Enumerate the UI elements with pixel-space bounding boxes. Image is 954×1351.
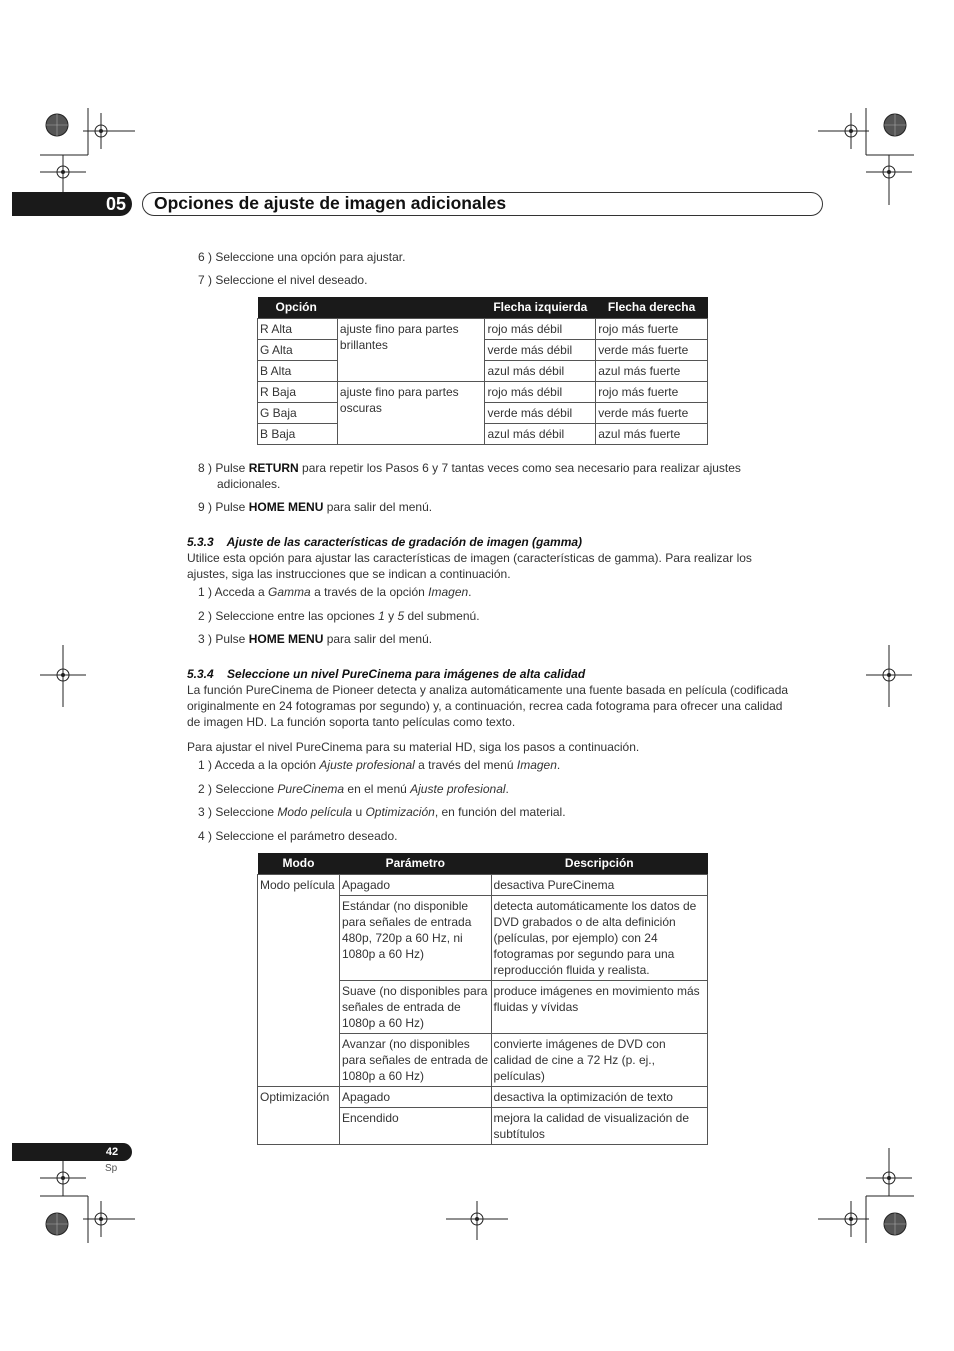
step-7: 7 ) Seleccione el nivel deseado.	[198, 273, 368, 287]
table-row	[258, 381, 708, 402]
left-cell: rojo más débil	[485, 318, 596, 339]
group-cell: ajuste fino para partes brillantes	[337, 318, 485, 381]
right-cell: azul más fuerte	[596, 423, 708, 444]
left-cell: azul más débil	[485, 423, 596, 444]
step-6: 6 ) Seleccione una opción para ajustar.	[198, 250, 406, 264]
option-cell: R Alta	[258, 318, 338, 339]
section-533-step1: 1 ) Acceda a Gamma a través de la opción Imagen.	[198, 585, 472, 599]
option-cell: B Alta	[258, 360, 338, 381]
left-cell: rojo más débil	[485, 381, 596, 402]
section-533-step2: 2 ) Seleccione entre las opciones 1 y 5 del submenú.	[198, 609, 480, 623]
section-534-line2: originalmente en 24 fotogramas por segundo) y, a continuación, recrea cada fotograma para ofrecer una calidad	[187, 699, 783, 713]
param-cell: Avanzar (no disponibles para señales de entrada de 1080p a 60 Hz)	[339, 1033, 491, 1086]
col-header-description: Descripción	[491, 853, 707, 874]
desc-cell: desactiva la optimización de texto	[491, 1086, 707, 1107]
col-header-parameter: Parámetro	[339, 853, 491, 874]
left-cell: verde más débil	[485, 402, 596, 423]
col-header-right-arrow: Flecha derecha	[596, 297, 708, 318]
right-cell: rojo más fuerte	[596, 381, 708, 402]
right-cell: azul más fuerte	[596, 360, 708, 381]
rgb-adjust-table	[257, 297, 708, 445]
right-cell: verde más fuerte	[596, 339, 708, 360]
mode-cell: Optimización	[258, 1086, 340, 1144]
section-534-step1: 1 ) Acceda a la opción Ajuste profesional a través del menú Imagen.	[198, 758, 561, 772]
option-cell: G Alta	[258, 339, 338, 360]
param-cell: Estándar (no disponible para señales de entrada 480p, 720p a 60 Hz, ni 1080p a 60 Hz)	[339, 895, 491, 980]
desc-cell: detecta automáticamente los datos de DVD grabados o de alta definición (películas, por ejemplo) con 24 fotogramas por segundo para una reproducción fluida y realista.	[491, 895, 707, 980]
col-header-mode: Modo	[258, 853, 340, 874]
param-cell: Suave (no disponibles para señales de entrada de 1080p a 60 Hz)	[339, 980, 491, 1033]
section-534-line3: de imagen HD. La función soporta tanto películas como texto.	[187, 715, 516, 729]
table-row	[258, 874, 708, 895]
section-534-line4: Para ajustar el nivel PureCinema para su material HD, siga los pasos a continuación.	[187, 740, 640, 754]
chapter-number: 05	[105, 194, 127, 214]
section-534-line1: La función PureCinema de Pioneer detecta y analiza automáticamente una fuente basada en película (codificada	[187, 683, 789, 697]
col-header-left-arrow: Flecha izquierda	[485, 297, 596, 318]
step-8-continued: adicionales.	[217, 477, 281, 491]
right-cell: rojo más fuerte	[596, 318, 708, 339]
param-cell: Encendido	[339, 1107, 491, 1144]
left-cell: verde más débil	[485, 339, 596, 360]
page-language: Sp	[105, 1163, 118, 1174]
group-cell: ajuste fino para partes oscuras	[337, 381, 485, 444]
section-533-line2: ajustes, siga las instrucciones que se indican a continuación.	[187, 567, 511, 581]
section-heading-533: 5.3.3 Ajuste de las características de gradación de imagen (gamma)	[187, 535, 583, 549]
return-key: RETURN	[248, 461, 299, 475]
section-534-step2: 2 ) Seleccione PureCinema en el menú Ajuste profesional.	[198, 782, 509, 796]
desc-cell: convierte imágenes de DVD con calidad de cine a 72 Hz (p. ej., películas)	[491, 1033, 707, 1086]
col-header-option: Opción	[258, 297, 338, 318]
desc-cell: desactiva PureCinema	[491, 874, 707, 895]
section-533-step3: 3 ) Pulse HOME MENU para salir del menú.	[198, 632, 433, 646]
option-cell: B Baja	[258, 423, 338, 444]
section-534-step3: 3 ) Seleccione Modo película u Optimización, en función del material.	[198, 805, 566, 819]
section-533-line1: Utilice esta opción para ajustar las características de imagen (características de gamma). Para realizar los	[187, 551, 752, 565]
mode-cell: Modo película	[258, 874, 340, 1086]
option-cell: G Baja	[258, 402, 338, 423]
section-534-step4: 4 ) Seleccione el parámetro deseado.	[198, 829, 398, 843]
table-row	[258, 1086, 708, 1107]
param-cell: Apagado	[339, 1086, 491, 1107]
page-number: 42	[105, 1146, 119, 1158]
param-cell: Apagado	[339, 874, 491, 895]
home-menu-key: HOME MENU	[248, 500, 324, 514]
purecinema-table	[257, 853, 708, 1145]
option-cell: R Baja	[258, 381, 338, 402]
left-cell: azul más débil	[485, 360, 596, 381]
step-8: 8 ) Pulse RETURN para repetir los Pasos 6 y 7 tantas veces como sea necesario para realizar ajustes	[198, 461, 741, 475]
desc-cell: produce imágenes en movimiento más fluidas y vívidas	[491, 980, 707, 1033]
chapter-title: Opciones de ajuste de imagen adicionales	[154, 193, 507, 213]
desc-cell: mejora la calidad de visualización de subtítulos	[491, 1107, 707, 1144]
section-heading-534: 5.3.4 Seleccione un nivel PureCinema para imágenes de alta calidad	[187, 667, 586, 681]
right-cell: verde más fuerte	[596, 402, 708, 423]
table-row	[258, 318, 708, 339]
home-menu-key: HOME MENU	[248, 632, 324, 646]
step-9: 9 ) Pulse HOME MENU para salir del menú.	[198, 500, 433, 514]
